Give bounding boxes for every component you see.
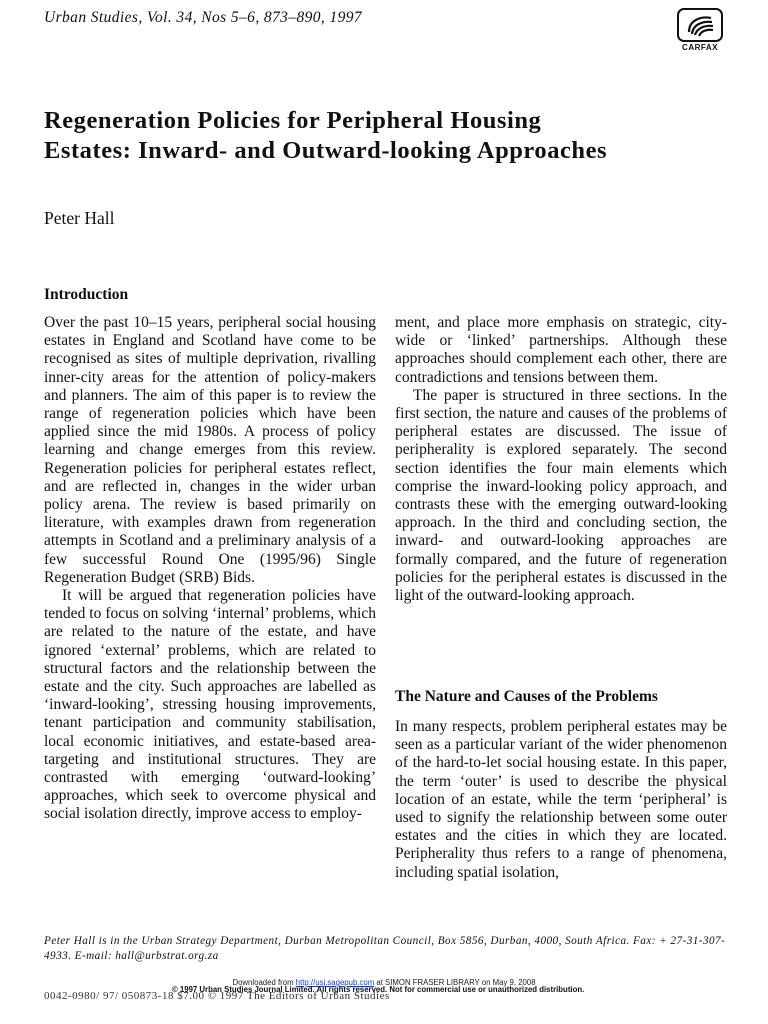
title-line-2: Estates: Inward- and Outward-looking Approaches: [44, 137, 608, 164]
publisher-logo: [676, 8, 724, 54]
nature-paragraph-1: In many respects, problem peripheral estates may be seen as a particular variant of the wider phenomenon of the hard-to-let social housing estate. In this paper, the term ‘outer’ is used to describe the physical location of an estate, while the term ‘peripheral’ is used to signify the relationship between some outer estates and the cities in which they are located. Peripherality thus refers to a range of phenomena, including spatial isolation,: [395, 718, 727, 881]
left-column: [44, 314, 376, 824]
right-column-top: [395, 314, 727, 605]
copyright-code: 0042-0980/ 97/ 050873-18 $7.00 © 1997 The Editors of Urban Studies: [44, 990, 390, 1002]
intro-paragraph-2-continuation: ment, and place more emphasis on strategic, city-wide or ‘linked’ partnerships. Although these approaches should complement each other, there are contradictions and tensions between them.: [395, 314, 727, 386]
author-footnote: Peter Hall is in the Urban Strategy Department, Durban Metropolitan Council, Box 5856, Durban, 4000, South Africa. Fax: + 27-31-307-4933. E-mail: hall@urbstrat.org.za: [44, 935, 726, 962]
nature-causes-heading: The Nature and Causes of the Problems: [395, 688, 658, 705]
intro-paragraph-2-part: [44, 587, 376, 824]
carfax-logo-icon: [677, 8, 723, 42]
download-link[interactable]: http://usj.sagepub.com: [295, 978, 375, 987]
intro-paragraph-3: The paper is structured in three sections. In the first section, the nature and causes of the problems of peripheral estates are discussed. The issue of peripherality is explored separately. The second section identifies the four main elements which comprise the inward-looking policy approach, and contrasts these with the emerging outward-looking approach. In the third and concluding section, the inward- and outward-looking approaches are formally compared, and the future of regeneration policies for the peripheral estates is discussed in the light of the outward-looking approach.: [395, 386, 727, 605]
rights-notice: © 1997 Urban Studies Journal Limited. All rights reserved. Not for commercial use or unauthorized distribution.: [172, 985, 585, 994]
article-title: [44, 106, 734, 166]
author-name: Peter Hall: [44, 208, 115, 228]
intro-paragraph-1: Over the past 10–15 years, peripheral social housing estates in England and Scotland have come to be recognised as sites of multiple deprivation, rivalling inner-city areas for the attention of policy-makers and planners. The aim of this paper is to review the range of regeneration policies which have been applied since the mid 1980s. A process of policy learning and change emerges from this review. Regeneration policies for peripheral estates reflect, and are reflected in, changes in the wider urban policy arena. The review is based primarily on literature, with examples drawn from regeneration attempts in Scotland and a preliminary analysis of a few successful Round One (1995/96) Single Regeneration Budget (SRB) Bids.: [44, 314, 376, 586]
logo-label: CARFAX: [682, 43, 718, 52]
journal-citation: Urban Studies, Vol. 34, Nos 5–6, 873–890, 1997: [44, 9, 363, 26]
download-prefix: Downloaded from: [232, 978, 296, 987]
intro-paragraph-2-end: [395, 314, 727, 387]
title-line-1: Regeneration Policies for Peripheral Housing: [44, 107, 542, 134]
download-suffix: at SIMON FRASER LIBRARY on May 9, 2008: [374, 978, 536, 987]
introduction-heading: Introduction: [44, 286, 129, 303]
intro-paragraph-2-start: It will be argued that regeneration policies have tended to focus on solving ‘internal’ problems, which are related to the nature of the estate, and have ignored ‘external’ problems, which are related to structural factors and the relationship between the estate and the city. Such approaches are labelled as ‘inward-looking’, stressing housing improvements, tenant participation and community stabilisation, local economic initiatives, and estate-based area-targeting and institutional structures. They are contrasted with emerging ‘outward-looking’ approaches, which seek to overcome physical and social isolation directly, improve access to employ-: [44, 587, 376, 823]
right-column-bottom: [395, 718, 727, 882]
